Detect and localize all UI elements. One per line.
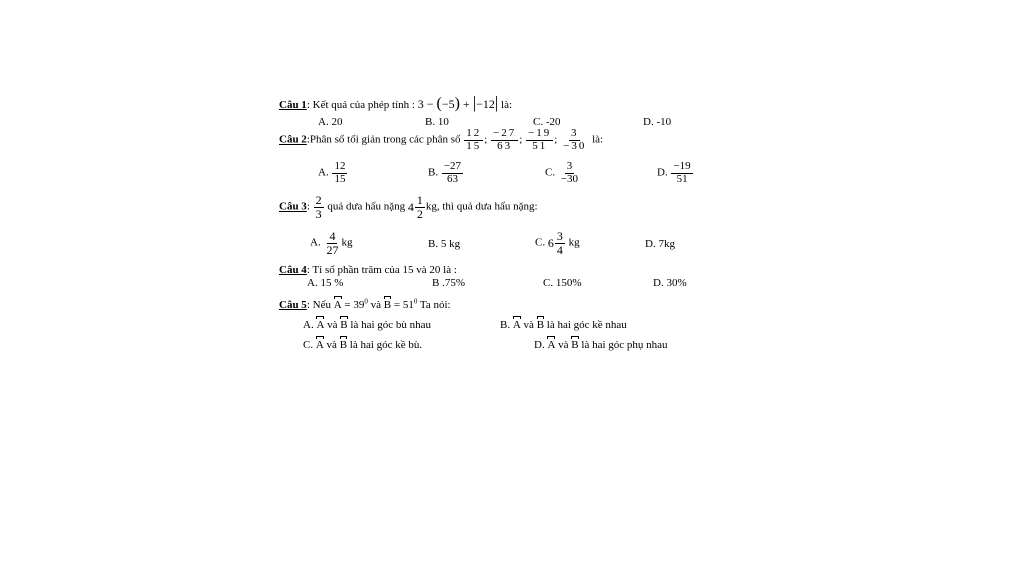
q1-option-b: B. 10 xyxy=(425,116,449,128)
question-3-label: Câu 3 xyxy=(279,200,307,213)
q2-separator: ; xyxy=(484,133,488,146)
angle-a: A xyxy=(547,336,555,351)
expr-part-c: + xyxy=(459,97,473,111)
degree-mark: 0 xyxy=(413,297,418,306)
q2-option-b xyxy=(428,161,464,185)
question-2-label: Câu 2 xyxy=(279,133,307,146)
question-4-label: Câu 4 xyxy=(279,264,307,276)
expr-part-d: −12 xyxy=(476,97,495,111)
q5-option-b: B. A và B là hai góc kề nhau xyxy=(500,316,627,331)
angle-b: B xyxy=(340,336,347,351)
q5-text-1: : Nếu xyxy=(306,299,334,311)
q5-eq-2: = 51 xyxy=(391,299,414,311)
q3-option-b: B. 5 kg xyxy=(428,238,461,250)
q5-option-d: D. A và B là hai góc phụ nhau xyxy=(534,336,668,351)
angle-a: A xyxy=(513,316,521,331)
question-2-line xyxy=(279,128,603,152)
q3-option-a-letter: A. xyxy=(310,236,321,249)
q2-fraction-2: $\frac{-27}{63}$ xyxy=(493,127,517,152)
q5-text-2: Ta nói: xyxy=(417,299,451,311)
angle-b: B xyxy=(537,316,544,331)
q2-fraction-3: $\frac{-19}{51}$ xyxy=(528,127,552,152)
q2-option-b-letter: B. xyxy=(428,166,439,179)
q3-fraction: $\frac{2}{3}$ xyxy=(315,193,322,221)
q1-option-c: C. -20 xyxy=(533,116,561,128)
angle-b: B xyxy=(340,316,347,331)
q5-option-a: A. A và B là hai góc bù nhau xyxy=(303,316,431,331)
q2-option-c-fraction: $\frac{3}{-30}$ xyxy=(560,160,579,185)
q1-option-a: A. 20 xyxy=(318,116,343,128)
q3-option-c-mixed: 6 $\frac{3}{4}$ xyxy=(547,229,563,257)
expr-part-b: −5 xyxy=(441,97,455,111)
q4-option-b: B .75% xyxy=(432,277,465,289)
question-5-line xyxy=(279,296,451,311)
angle-a: A xyxy=(316,316,324,331)
question-2-suffix: là: xyxy=(589,133,604,146)
q5-option-c: C. A và B là hai góc kề bù. xyxy=(303,336,422,351)
question-3-line: Câu 3: $\frac{2}{3}$ quả dưa hấu nặng 4 $\frac{1}{2}$ kg, thì quả dưa hấu nặng: xyxy=(279,193,538,221)
expr-part-a: 3 − xyxy=(417,97,437,111)
q3-mixed-number: 4 $\frac{1}{2}$ xyxy=(407,193,423,221)
q2-option-d-fraction: $\frac{-19}{51}$ xyxy=(673,160,691,185)
q2-option-d xyxy=(657,161,694,185)
q3-option-a-fraction: $\frac{4}{27}$ xyxy=(326,229,339,257)
question-4-text: : Tỉ số phần trăm của 15 và 20 là : xyxy=(306,264,457,276)
question-5-label: Câu 5 xyxy=(279,299,307,311)
q3-option-a xyxy=(310,230,352,256)
question-1-line xyxy=(279,94,512,112)
question-4-line xyxy=(279,264,457,276)
q4-option-c: C. 150% xyxy=(543,277,582,289)
q2-option-a xyxy=(318,161,348,185)
q3-option-a-unit: kg xyxy=(341,236,353,249)
angle-a: A xyxy=(316,336,324,351)
q2-separator: ; xyxy=(554,133,558,146)
q2-fraction-1: $\frac{12}{15}$ xyxy=(466,127,482,152)
q3-text-2: kg, thì quả dưa hấu nặng: xyxy=(425,200,538,213)
q2-option-c-letter: C. xyxy=(545,166,556,179)
question-2-text: :Phân số tối giản trong các phân số xyxy=(306,133,464,146)
q2-separator: ; xyxy=(519,133,523,146)
q3-option-c-letter: C. xyxy=(535,236,546,249)
q5-eq-1: = 39 xyxy=(341,299,365,311)
q3-text-1: quả dưa hấu nặng xyxy=(324,200,408,213)
q4-option-a: A. 15 % xyxy=(307,277,344,289)
question-1-label: Câu 1 xyxy=(279,99,307,111)
q4-option-d: D. 30% xyxy=(653,277,687,289)
q3-option-c xyxy=(535,230,580,256)
q2-fraction-4: $\frac{3}{-30}$ xyxy=(563,127,587,152)
q2-option-d-letter: D. xyxy=(657,166,668,179)
question-1-expression: 3 − (−5) + |−12| xyxy=(417,93,499,112)
angle-b: B xyxy=(571,336,578,351)
angle-b: B xyxy=(384,296,391,311)
q2-option-c xyxy=(545,161,581,185)
degree-mark: 0 xyxy=(364,297,368,306)
q3-option-c-unit: kg xyxy=(568,236,580,249)
question-1-suffix: là: xyxy=(498,99,513,111)
q2-option-b-fraction: $\frac{-27}{63}$ xyxy=(443,160,462,185)
q3-option-d: D. 7kg xyxy=(645,238,675,250)
q2-option-a-letter: A. xyxy=(318,166,329,179)
angle-a: A xyxy=(334,296,342,311)
q1-option-d: D. -10 xyxy=(643,116,672,128)
q5-and: và xyxy=(367,299,384,311)
question-1-text: : Kết quả của phép tính : xyxy=(306,99,418,111)
q2-option-a-fraction: $\frac{12}{15}$ xyxy=(334,160,346,185)
